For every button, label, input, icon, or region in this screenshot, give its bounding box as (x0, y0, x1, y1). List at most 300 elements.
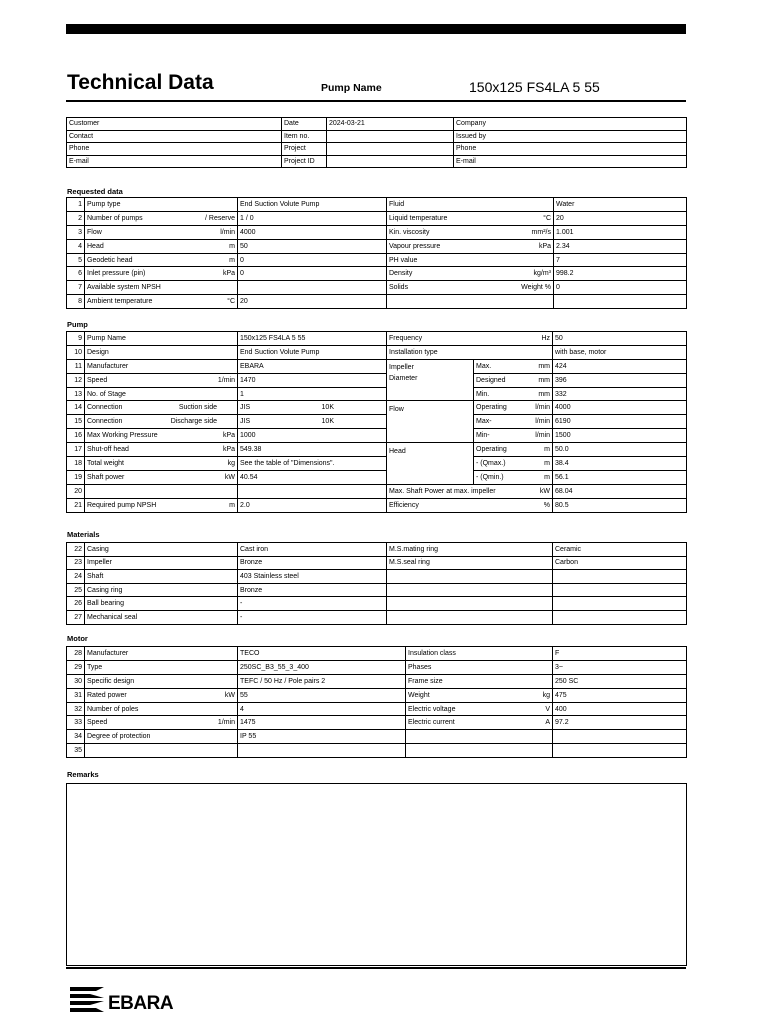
impeller-sub-label (474, 373, 553, 387)
head-sub-label (474, 457, 553, 471)
row-right-label-text: Weight (408, 691, 430, 699)
row-value: 55 (238, 688, 406, 702)
row-right-label (387, 239, 554, 253)
info-left-label: Contact (67, 130, 282, 143)
row-label-text: Pump Name (87, 334, 126, 342)
head-sub-unit: m (544, 473, 551, 481)
row-value: 1000 (238, 429, 387, 443)
row-number: 2 (67, 211, 85, 225)
head-sub-value: 56.1 (553, 470, 687, 484)
row-value: 0 (238, 267, 387, 281)
row-value: 4 (238, 702, 406, 716)
row-label (85, 253, 238, 267)
table-row (67, 730, 687, 744)
row-right-label: M.S.seal ring (387, 556, 553, 570)
row-number: 9 (67, 332, 85, 346)
row-right-value (553, 597, 687, 611)
row-right-label (387, 570, 553, 584)
row-label (85, 198, 238, 212)
head-sub-label-text: Operating (476, 446, 507, 454)
section-motor: Motor (67, 634, 88, 643)
table-row (67, 688, 687, 702)
flow-sub-unit: l/min (535, 404, 551, 412)
head-label: Head (389, 448, 406, 456)
table-row (67, 716, 687, 730)
info-middle-label: Project (282, 143, 327, 156)
pump-name-label: Pump Name (321, 82, 382, 94)
row-label-text: Rated power (87, 691, 127, 699)
row-right-value: 475 (553, 688, 687, 702)
row-right-label-text: Solids (389, 284, 409, 292)
impeller-group-label (387, 359, 474, 401)
ebara-logo (70, 981, 190, 1022)
impeller-sub-label (474, 359, 553, 373)
row-right-unit: °C (543, 214, 551, 222)
row-right-value (553, 583, 687, 597)
impeller-label-2: Diameter (389, 374, 418, 382)
row-label (85, 457, 238, 471)
info-right-label: E-mail (454, 155, 687, 168)
row-label (85, 702, 238, 716)
row-label-text: Degree of protection (87, 733, 151, 741)
row-right-unit: A (545, 719, 550, 727)
row-label-text: No. of Stage (87, 390, 126, 398)
row-label-text: Speed (87, 719, 108, 727)
row-label-text: Inlet pressure (pin) (87, 270, 146, 278)
flow-group-label (387, 401, 474, 443)
max-shaft-unit: kW (539, 487, 551, 495)
info-middle-label: Date (282, 118, 327, 131)
flow-sub-value: 4000 (553, 401, 687, 415)
svg-text:EBARA: EBARA (108, 993, 174, 1014)
row-label (85, 345, 238, 359)
row-number: 18 (67, 457, 85, 471)
row-right-label (387, 198, 554, 212)
row-label (85, 267, 238, 281)
row-value: 403 Stainless steel (238, 570, 387, 584)
row-number: 20 (67, 484, 85, 498)
row-number: 21 (67, 498, 85, 512)
table-row (67, 415, 687, 429)
row-right-label-text: Insulation class (408, 649, 456, 657)
row-value: - (238, 597, 387, 611)
installation-value: with base, motor (553, 345, 687, 359)
row-right-value: Carbon (553, 556, 687, 570)
row-label: Mechanical seal (85, 610, 238, 624)
impeller-sub-unit: mm (538, 390, 551, 398)
row-number: 17 (67, 443, 85, 457)
row-value (238, 281, 387, 295)
row-right-label: M.S.mating ring (387, 543, 553, 557)
requested-table (66, 197, 687, 309)
row-label-text: Number of poles (87, 705, 139, 713)
info-row (67, 143, 687, 156)
flow-sub-label-text: Max- (476, 418, 492, 426)
info-row (67, 118, 687, 131)
row-value: End Suction Volute Pump (238, 345, 387, 359)
row-number: 31 (67, 688, 85, 702)
row-value: 250SC_B3_55_3_400 (238, 660, 406, 674)
row-right-value: 0 (554, 281, 687, 295)
row-right-unit: V (545, 705, 550, 713)
row-label-text: Design (87, 348, 109, 356)
table-row (67, 345, 687, 359)
row-unit: / Reserve (205, 214, 235, 222)
row-label-text: Specific design (87, 677, 135, 685)
row-label (85, 281, 238, 295)
row-value: TECO (238, 647, 406, 661)
row-right-label-text: Fluid (389, 200, 405, 208)
table-row (67, 702, 687, 716)
motor-table (66, 646, 687, 758)
table-row (67, 253, 687, 267)
info-table (66, 117, 687, 168)
table-row (67, 470, 687, 484)
row-value: - (238, 610, 387, 624)
row-right-value: Ceramic (553, 543, 687, 557)
row-label: Impeller (85, 556, 238, 570)
row-unit: kPa (222, 446, 235, 454)
row-number: 12 (67, 373, 85, 387)
impeller-sub-unit: mm (538, 362, 551, 370)
row-right-label (406, 716, 553, 730)
head-sub-label-text: - (Qmin.) (476, 473, 504, 481)
row-value (238, 744, 406, 758)
row-number: 23 (67, 556, 85, 570)
row-value: 549.38 (238, 443, 387, 457)
row-right-label-text: Density (389, 270, 413, 278)
row-number: 32 (67, 702, 85, 716)
row-right-label (406, 674, 553, 688)
info-right-label: Company (454, 118, 687, 131)
row-unit: kPa (222, 432, 235, 440)
efficiency-unit: % (543, 501, 551, 509)
info-middle-label: Project ID (282, 155, 327, 168)
row-number: 24 (67, 570, 85, 584)
row-right-label (406, 688, 553, 702)
row-right-label (406, 744, 553, 758)
row-right-value: 250 SC (553, 674, 687, 688)
info-middle-value (327, 143, 454, 156)
table-row (67, 359, 687, 373)
row-label (85, 429, 238, 443)
row-label-text: Available system NPSH (87, 284, 161, 292)
top-bar (66, 24, 686, 34)
row-label: Ball bearing (85, 597, 238, 611)
row-right-label (406, 702, 553, 716)
row-label (85, 239, 238, 253)
row-label-text: Shut-off head (87, 446, 129, 454)
table-row (67, 332, 687, 346)
row-label-text: Speed (87, 376, 108, 384)
info-left-label: Customer (67, 118, 282, 131)
materials-table (66, 542, 687, 625)
row-number: 6 (67, 267, 85, 281)
footer-rule (66, 967, 686, 969)
impeller-label-1: Impeller (389, 363, 414, 371)
table-row (67, 674, 687, 688)
row-label (85, 647, 238, 661)
row-value: 1470 (238, 373, 387, 387)
row-unit: kW (224, 691, 235, 699)
row-value-class: 10K (321, 404, 334, 412)
row-number: 30 (67, 674, 85, 688)
row-label (85, 498, 238, 512)
row-unit: kPa (222, 270, 235, 278)
row-number: 35 (67, 744, 85, 758)
row-label: Shaft (85, 570, 238, 584)
row-right-value: 97.2 (553, 716, 687, 730)
row-right-label-text: Electric current (408, 719, 455, 727)
row-right-value: Water (554, 198, 687, 212)
row-number: 28 (67, 647, 85, 661)
row-unit: l/min (220, 228, 235, 236)
impeller-sub-value: 332 (553, 387, 687, 401)
row-value: 1 (238, 387, 387, 401)
row-value: 1475 (238, 716, 406, 730)
table-row (67, 373, 687, 387)
row-number: 5 (67, 253, 85, 267)
row-label (85, 401, 238, 415)
title-rule (66, 100, 686, 102)
table-row (67, 660, 687, 674)
impeller-sub-value: 424 (553, 359, 687, 373)
row-value: EBARA (238, 359, 387, 373)
table-row (67, 295, 687, 309)
table-row (67, 429, 687, 443)
row-label (85, 295, 238, 309)
row-value: See the table of "Dimensions". (238, 457, 387, 471)
section-pump: Pump (67, 320, 88, 329)
table-row (67, 744, 687, 758)
row-label-text: Head (87, 242, 104, 250)
flow-sub-unit: l/min (535, 432, 551, 440)
section-remarks: Remarks (67, 770, 99, 779)
row-label (85, 415, 238, 429)
section-materials: Materials (67, 530, 100, 539)
row-number: 3 (67, 225, 85, 239)
row-unit: kW (224, 473, 235, 481)
section-requested: Requested data (67, 187, 123, 196)
max-shaft-label-text: Max. Shaft Power at max. impeller (389, 487, 496, 495)
table-row (67, 597, 687, 611)
row-right-value: F (553, 647, 687, 661)
flow-sub-label-text: Operating (476, 404, 507, 412)
row-value: Bronze (238, 583, 387, 597)
row-label: Casing ring (85, 583, 238, 597)
table-row (67, 556, 687, 570)
row-right-unit: kPa (538, 242, 551, 250)
info-left-label: E-mail (67, 155, 282, 168)
table-row (67, 543, 687, 557)
row-unit: °C (227, 298, 235, 306)
info-middle-value (327, 130, 454, 143)
row-number: 27 (67, 610, 85, 624)
efficiency-value: 80.5 (553, 498, 687, 512)
row-right-value: 998.2 (554, 267, 687, 281)
row-value: TEFC / 50 Hz / Pole pairs 2 (238, 674, 406, 688)
table-row (67, 281, 687, 295)
table-row (67, 198, 687, 212)
row-right-label-text: PH value (389, 256, 418, 264)
row-unit: 1/min (217, 376, 235, 384)
row-label (85, 373, 238, 387)
table-row (67, 610, 687, 624)
row-label-text: Type (87, 663, 103, 671)
row-label (85, 484, 238, 498)
row-label (85, 332, 238, 346)
row-right-label (387, 295, 554, 309)
row-value: 2.0 (238, 498, 387, 512)
flow-sub-label (474, 415, 553, 429)
row-label-text: Ambient temperature (87, 298, 153, 306)
row-label-text: Max Working Pressure (87, 432, 158, 440)
row-label-text: Connection (87, 418, 123, 426)
frequency-value: 50 (553, 332, 687, 346)
row-right-label-text: Kin. viscosity (389, 228, 430, 236)
row-value: 0 (238, 253, 387, 267)
table-row (67, 211, 687, 225)
row-label-text: Shaft power (87, 473, 125, 481)
row-sublabel: Discharge side (170, 418, 217, 426)
head-sub-label-text: - (Qmax.) (476, 459, 506, 467)
row-label-text: Required pump NPSH (87, 501, 157, 509)
row-number: 8 (67, 295, 85, 309)
frequency-label-text: Frequency (389, 334, 423, 342)
table-row (67, 583, 687, 597)
impeller-sub-value: 396 (553, 373, 687, 387)
info-right-label: Issued by (454, 130, 687, 143)
row-value-text: JIS (240, 404, 251, 412)
row-number: 29 (67, 660, 85, 674)
info-middle-value (327, 155, 454, 168)
table-row (67, 498, 687, 512)
row-value: 150x125 FS4LA 5 55 (238, 332, 387, 346)
installation-label: Installation type (387, 345, 553, 359)
head-sub-unit: m (544, 459, 551, 467)
row-right-unit: kg (542, 691, 550, 699)
flow-label: Flow (389, 406, 404, 414)
row-right-label (387, 225, 554, 239)
row-right-unit: mm²/s (531, 228, 551, 236)
page-title: Technical Data (67, 71, 214, 94)
info-right-label: Phone (454, 143, 687, 156)
impeller-sub-unit: mm (538, 376, 551, 384)
info-left-label: Phone (67, 143, 282, 156)
row-right-label-text: Vapour pressure (389, 242, 441, 250)
row-label-text: Connection (87, 404, 123, 412)
row-unit: 1/min (217, 719, 235, 727)
row-right-value: 7 (554, 253, 687, 267)
max-shaft-value: 68.04 (553, 484, 687, 498)
pump-name-value: 150x125 FS4LA 5 55 (469, 79, 600, 95)
row-number: 26 (67, 597, 85, 611)
flow-sub-label-text: Min- (476, 432, 490, 440)
row-label (85, 674, 238, 688)
row-right-label (387, 597, 553, 611)
efficiency-label-text: Efficiency (389, 501, 419, 509)
row-value-class: 10K (321, 418, 334, 426)
row-label (85, 443, 238, 457)
max-shaft-label (387, 484, 553, 498)
row-number: 1 (67, 198, 85, 212)
row-right-label (387, 267, 554, 281)
row-number: 33 (67, 716, 85, 730)
row-right-label (406, 647, 553, 661)
row-label-text: Number of pumps (87, 214, 143, 222)
row-right-label-text: Liquid temperature (389, 214, 448, 222)
row-number: 14 (67, 401, 85, 415)
remarks-box (66, 783, 687, 966)
flow-sub-unit: l/min (535, 418, 551, 426)
row-right-unit: Weight % (521, 284, 551, 292)
head-sub-value: 38.4 (553, 457, 687, 471)
row-value (238, 415, 387, 429)
row-label (85, 716, 238, 730)
impeller-sub-label-text: Max. (476, 362, 492, 370)
table-row (67, 647, 687, 661)
table-row (67, 267, 687, 281)
row-right-label-text: Electric voltage (408, 705, 456, 713)
row-right-label (387, 211, 554, 225)
row-label (85, 730, 238, 744)
row-right-value: 400 (553, 702, 687, 716)
table-row (67, 401, 687, 415)
row-label (85, 470, 238, 484)
row-value (238, 484, 387, 498)
row-label-text: Total weight (87, 459, 124, 467)
info-row (67, 155, 687, 168)
row-unit: m (229, 256, 235, 264)
flow-sub-label (474, 429, 553, 443)
row-value-text: JIS (240, 418, 251, 426)
head-sub-label (474, 443, 553, 457)
row-right-value: 3~ (553, 660, 687, 674)
row-label (85, 660, 238, 674)
row-value: 4000 (238, 225, 387, 239)
head-sub-unit: m (544, 446, 551, 454)
row-value: 40.54 (238, 470, 387, 484)
row-number: 34 (67, 730, 85, 744)
row-label (85, 744, 238, 758)
frequency-unit: Hz (541, 334, 551, 342)
row-right-value (553, 610, 687, 624)
table-row (67, 239, 687, 253)
row-number: 19 (67, 470, 85, 484)
flow-sub-label (474, 401, 553, 415)
row-label (85, 387, 238, 401)
row-right-label (387, 583, 553, 597)
info-middle-label: Item no. (282, 130, 327, 143)
row-unit: m (229, 242, 235, 250)
row-unit: m (229, 501, 235, 509)
frequency-label (387, 332, 553, 346)
row-value: IP 55 (238, 730, 406, 744)
row-number: 4 (67, 239, 85, 253)
row-number: 7 (67, 281, 85, 295)
impeller-sub-label-text: Min. (476, 390, 490, 398)
row-label (85, 225, 238, 239)
row-right-label (387, 253, 554, 267)
row-value: 50 (238, 239, 387, 253)
row-value: End Suction Volute Pump (238, 198, 387, 212)
row-right-label-text: Phases (408, 663, 432, 671)
row-right-value: 1.001 (554, 225, 687, 239)
row-label-text: Manufacturer (87, 649, 129, 657)
row-right-value: 2.34 (554, 239, 687, 253)
table-row (67, 225, 687, 239)
info-row (67, 130, 687, 143)
